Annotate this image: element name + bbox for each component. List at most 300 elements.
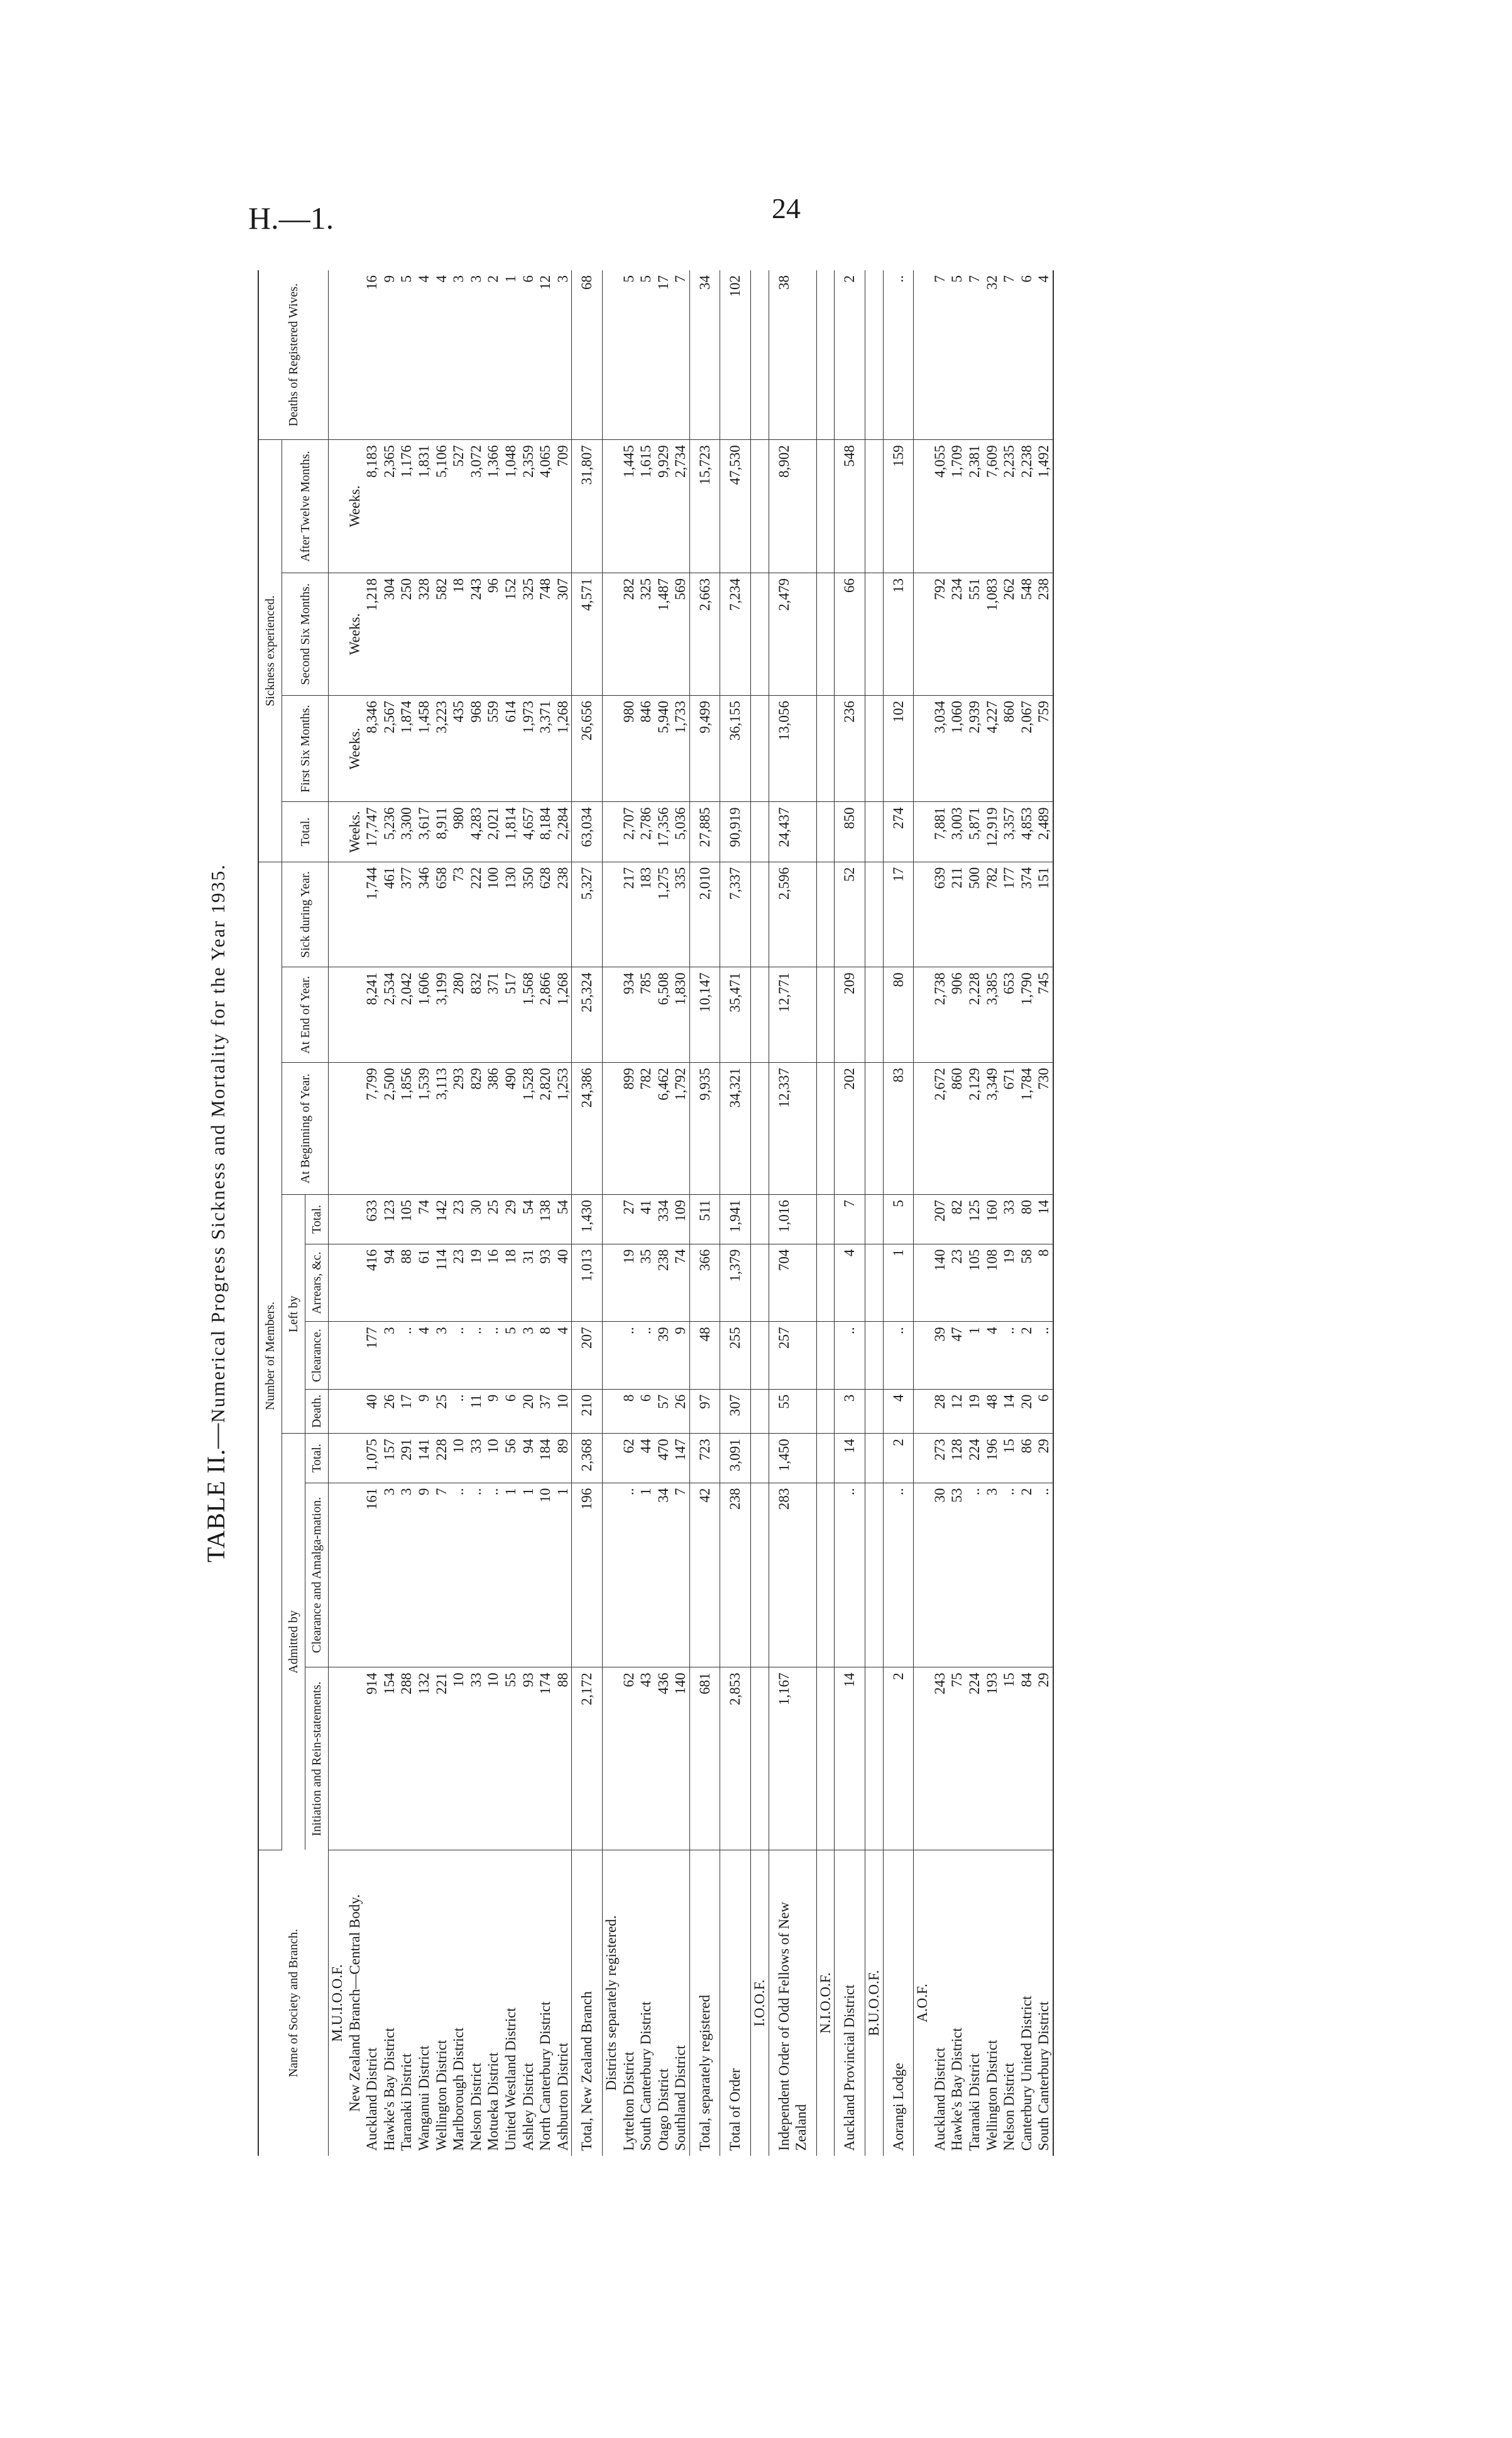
cell-col-3: 10 [485, 1434, 502, 1483]
cell-col-3: 273 [931, 1434, 949, 1483]
cell-col-3: 14 [835, 1434, 865, 1483]
cell-col-1: 93 [520, 1667, 537, 1850]
cell-col-10: 2,596 [769, 862, 816, 967]
cell-col-3: 89 [554, 1434, 572, 1483]
cell-col-7: 25 [485, 1195, 502, 1244]
cell-col-15: 34 [689, 270, 720, 440]
col-arrears: Arrears, &c. [305, 1244, 329, 1322]
cell-col-10: 151 [1035, 862, 1053, 967]
row-label: Wanganui District [415, 2045, 432, 2151]
cell-col-12: 1,060 [948, 695, 966, 802]
cell-col-3: 147 [672, 1434, 689, 1483]
cell-col-6: 8 [1035, 1244, 1053, 1322]
table-row [655, 270, 672, 2156]
cell-col-2: 161 [363, 1483, 381, 1667]
cell-col-3: 2,368 [572, 1434, 603, 1483]
table-row [520, 270, 537, 2156]
cell-col-6: 40 [554, 1244, 572, 1322]
cell-col-7: 123 [381, 1195, 398, 1244]
cell-col-15: 16 [363, 270, 381, 440]
cell-col-13: 2,663 [689, 573, 720, 696]
cell-col-14: 2,734 [672, 440, 689, 573]
cell-col-5: .. [468, 1322, 485, 1389]
cell-col-14: 527 [450, 440, 468, 573]
cell-col-12: 26,656 [572, 695, 603, 802]
row-label: Ashburton District [554, 2043, 571, 2151]
cell-col-8: 12,337 [769, 1063, 816, 1195]
cell-col-13: 569 [672, 573, 689, 696]
cell-col-4: 307 [720, 1389, 751, 1434]
cell-col-8: 782 [637, 1063, 655, 1195]
cell-col-15: 102 [720, 270, 751, 440]
cell-col-2: 2 [1018, 1483, 1036, 1667]
cell-col-5: 5 [502, 1322, 520, 1389]
cell-col-12: 36,155 [720, 695, 751, 802]
cell-col-7: 207 [931, 1195, 949, 1244]
row-label: Marlborough District [451, 2027, 467, 2151]
cell-col-3: 1,075 [363, 1434, 381, 1483]
cell-col-12: 759 [1035, 695, 1053, 802]
cell-col-6: 35 [637, 1244, 655, 1322]
cell-col-3: 44 [637, 1434, 655, 1483]
row-label: Taranaki District [967, 2053, 982, 2151]
cell-col-2: 1 [502, 1483, 520, 1667]
total-row [572, 270, 603, 2156]
cell-col-2: 53 [948, 1483, 966, 1667]
cell-col-9: 785 [637, 967, 655, 1063]
cell-col-1: 243 [931, 1667, 949, 1850]
cell-col-3: 228 [433, 1434, 451, 1483]
cell-col-14: 47,530 [720, 440, 751, 573]
cell-col-14: 709 [554, 440, 572, 573]
cell-col-1: 29 [1035, 1667, 1053, 1850]
cell-col-1: 1,167 [769, 1667, 816, 1850]
cell-col-7: 7 [835, 1195, 865, 1244]
group-heading: I.O.O.F. [752, 1979, 768, 2027]
cell-col-12: 1,874 [398, 695, 415, 802]
cell-col-12: 2,067 [1018, 695, 1036, 802]
cell-col-8: 9,935 [689, 1063, 720, 1195]
cell-col-11: 17,747 [363, 802, 381, 862]
cell-col-1: 2,853 [720, 1667, 751, 1850]
cell-col-9: 934 [620, 967, 638, 1063]
cell-col-6: 1,013 [572, 1244, 603, 1322]
cell-col-2: 30 [931, 1483, 949, 1667]
cell-col-9: 6,508 [655, 967, 672, 1063]
cell-col-14: 9,929 [655, 440, 672, 573]
cell-col-10: 238 [554, 862, 572, 967]
cell-col-3: 157 [381, 1434, 398, 1483]
cell-col-12: 846 [637, 695, 655, 802]
cell-col-5: 3 [433, 1322, 451, 1389]
cell-col-1: 88 [554, 1667, 572, 1850]
cell-col-10: 658 [433, 862, 451, 967]
table-row [468, 270, 485, 2156]
col-second-six: Second Six Months. [282, 573, 329, 696]
cell-col-2: 1 [554, 1483, 572, 1667]
cell-col-14: 159 [883, 440, 914, 573]
cell-col-10: 350 [520, 862, 537, 967]
cell-col-13: 2,479 [769, 573, 816, 696]
cell-col-3: 196 [983, 1434, 1001, 1483]
cell-col-7: 41 [637, 1195, 655, 1244]
cell-col-2: 3 [398, 1483, 415, 1667]
cell-col-13: 307 [554, 573, 572, 696]
cell-col-12: 8,346 [363, 695, 381, 802]
cell-col-6: 16 [485, 1244, 502, 1322]
cell-col-3: 291 [398, 1434, 415, 1483]
cell-col-13: 7,234 [720, 573, 751, 696]
cell-col-13: 282 [620, 573, 638, 696]
cell-col-5: 2 [1018, 1322, 1036, 1389]
cell-col-10: 17 [883, 862, 914, 967]
cell-col-5: .. [620, 1322, 638, 1389]
cell-col-14: 1,492 [1035, 440, 1053, 573]
cell-col-13: 250 [398, 573, 415, 696]
cell-col-9: 3,385 [983, 967, 1001, 1063]
cell-col-10: 7,337 [720, 862, 751, 967]
cell-col-2: 7 [433, 1483, 451, 1667]
cell-col-8: 730 [1035, 1063, 1053, 1195]
cell-col-8: 860 [948, 1063, 966, 1195]
cell-col-4: 11 [468, 1389, 485, 1434]
col-sick-during: Sick during Year. [282, 862, 329, 967]
cell-col-5: .. [485, 1322, 502, 1389]
cell-col-9: 2,042 [398, 967, 415, 1063]
table-row [554, 270, 572, 2156]
cell-col-12: 1,733 [672, 695, 689, 802]
cell-col-1: 62 [620, 1667, 638, 1850]
cell-col-2: 238 [720, 1483, 751, 1667]
row-label: Southland District [672, 2045, 689, 2151]
table-row [1000, 270, 1018, 2156]
cell-col-9: 10,147 [689, 967, 720, 1063]
table-row [948, 270, 966, 2156]
table-row [1018, 270, 1036, 2156]
cell-col-1: 2 [883, 1667, 914, 1850]
cell-col-9: 653 [1000, 967, 1018, 1063]
cell-col-6: 704 [769, 1244, 816, 1322]
cell-col-11: 4,283 [468, 802, 485, 862]
cell-col-4: 12 [948, 1389, 966, 1434]
cell-col-4: 14 [1000, 1389, 1018, 1434]
row-label: Hawke's Bay District [949, 2028, 965, 2151]
cell-col-12: 1,268 [554, 695, 572, 802]
cell-col-1: 193 [983, 1667, 1001, 1850]
cell-col-2: 196 [572, 1483, 603, 1667]
cell-col-5: .. [450, 1322, 468, 1389]
cell-col-2: .. [1000, 1483, 1018, 1667]
cell-col-1: 154 [381, 1667, 398, 1850]
weeks-label: Weeks. [346, 440, 364, 573]
cell-col-8: 2,129 [966, 1063, 983, 1195]
cell-col-15: 6 [520, 270, 537, 440]
row-label: Auckland Provincial District [835, 1850, 865, 2156]
cell-col-5: .. [1000, 1322, 1018, 1389]
cell-col-15: 7 [672, 270, 689, 440]
cell-col-3: 470 [655, 1434, 672, 1483]
cell-col-9: 12,771 [769, 967, 816, 1063]
cell-col-3: 56 [502, 1434, 520, 1483]
col-initiation: Initiation and Rein-statements. [305, 1667, 329, 1850]
cell-col-11: 2,284 [554, 802, 572, 862]
cell-col-4: 57 [655, 1389, 672, 1434]
cell-col-6: 94 [381, 1244, 398, 1322]
cell-col-2: 42 [689, 1483, 720, 1667]
cell-col-8: 1,856 [398, 1063, 415, 1195]
cell-col-4: 28 [931, 1389, 949, 1434]
cell-col-2: 3 [381, 1483, 398, 1667]
cell-col-13: 238 [1035, 573, 1053, 696]
cell-col-5: 8 [537, 1322, 554, 1389]
row-label: Auckland District [364, 2047, 380, 2151]
cell-col-8: 1,253 [554, 1063, 572, 1195]
cell-col-6: 19 [468, 1244, 485, 1322]
cell-col-8: 829 [468, 1063, 485, 1195]
cell-col-1: 140 [672, 1667, 689, 1850]
cell-col-4: 3 [835, 1389, 865, 1434]
cell-col-10: 335 [672, 862, 689, 967]
cell-col-11: 3,003 [948, 802, 966, 862]
cell-col-4: 10 [554, 1389, 572, 1434]
cell-col-10: 73 [450, 862, 468, 967]
cell-col-6: 4 [835, 1244, 865, 1322]
sickness-mortality-table [258, 270, 1054, 2156]
page-number: 24 [772, 192, 801, 224]
cell-col-5: 47 [948, 1322, 966, 1389]
table-row [931, 270, 949, 2156]
cell-col-4: 9 [415, 1389, 433, 1434]
cell-col-14: 2,365 [381, 440, 398, 573]
cell-col-3: 128 [948, 1434, 966, 1483]
cell-col-6: 1,379 [720, 1244, 751, 1322]
cell-col-9: 2,534 [381, 967, 398, 1063]
cell-col-3: 15 [1000, 1434, 1018, 1483]
cell-col-1: 10 [485, 1667, 502, 1850]
document-reference: H.—1. [248, 200, 334, 236]
cell-col-2: 10 [537, 1483, 554, 1667]
cell-col-15: 4 [433, 270, 451, 440]
cell-col-13: 4,571 [572, 573, 603, 696]
group-heading: N.I.O.O.F. [817, 1972, 833, 2034]
cell-col-7: 54 [520, 1195, 537, 1244]
cell-col-15: 4 [415, 270, 433, 440]
cell-col-10: 628 [537, 862, 554, 967]
cell-col-9: 280 [450, 967, 468, 1063]
table-row [769, 270, 816, 2156]
cell-col-13: 325 [637, 573, 655, 696]
cell-col-11: 2,707 [620, 802, 638, 862]
row-label: United Westland District [502, 2007, 518, 2151]
table-row [381, 270, 398, 2156]
cell-col-1: 224 [966, 1667, 983, 1850]
cell-col-6: 366 [689, 1244, 720, 1322]
cell-col-5: 4 [983, 1322, 1001, 1389]
cell-col-14: 2,235 [1000, 440, 1018, 573]
group-heading: M.U.I.O.O.F. [329, 1964, 345, 2042]
cell-col-5: .. [1035, 1322, 1053, 1389]
cell-col-4: 6 [1035, 1389, 1053, 1434]
cell-col-3: 29 [1035, 1434, 1053, 1483]
cell-col-4: 19 [966, 1389, 983, 1434]
cell-col-12: 614 [502, 695, 520, 802]
cell-col-13: 748 [537, 573, 554, 696]
cell-col-13: 234 [948, 573, 966, 696]
cell-col-6: 1 [883, 1244, 914, 1322]
cell-col-5: 4 [415, 1322, 433, 1389]
cell-col-11: 2,786 [637, 802, 655, 862]
cell-col-1: 174 [537, 1667, 554, 1850]
cell-col-14: 4,055 [931, 440, 949, 573]
cell-col-11: 8,184 [537, 802, 554, 862]
cell-col-6: 114 [433, 1244, 451, 1322]
table-row [966, 270, 983, 2156]
title-main: TABLE II.— [202, 1422, 230, 1563]
cell-col-1: 132 [415, 1667, 433, 1850]
cell-col-12: 236 [835, 695, 865, 802]
cell-col-1: 221 [433, 1667, 451, 1850]
cell-col-13: 325 [520, 573, 537, 696]
cell-col-14: 15,723 [689, 440, 720, 573]
cell-col-12: 4,227 [983, 695, 1001, 802]
cell-col-4: 40 [363, 1389, 381, 1434]
cell-col-4: 26 [672, 1389, 689, 1434]
cell-col-15: 17 [655, 270, 672, 440]
cell-col-15: 5 [620, 270, 638, 440]
cell-col-4: 37 [537, 1389, 554, 1434]
cell-col-7: 74 [415, 1195, 433, 1244]
cell-col-12: 559 [485, 695, 502, 802]
cell-col-8: 3,349 [983, 1063, 1001, 1195]
cell-col-10: 183 [637, 862, 655, 967]
cell-col-14: 1,615 [637, 440, 655, 573]
cell-col-11: 5,236 [381, 802, 398, 862]
cell-col-11: 12,919 [983, 802, 1001, 862]
table-row [835, 270, 865, 2156]
cell-col-13: 152 [502, 573, 520, 696]
cell-col-5: 39 [931, 1322, 949, 1389]
col-left-by: Left by [282, 1195, 305, 1434]
cell-col-1: 14 [835, 1667, 865, 1850]
row-label: Ashley District [520, 2063, 536, 2151]
cell-col-7: 334 [655, 1195, 672, 1244]
table-row [537, 270, 554, 2156]
cell-col-13: 792 [931, 573, 949, 696]
rotated-table-area [182, 270, 1439, 2156]
row-label: Taranaki District [398, 2053, 415, 2151]
cell-col-14: 1,366 [485, 440, 502, 573]
cell-col-13: 96 [485, 573, 502, 696]
cell-col-5: 255 [720, 1322, 751, 1389]
cell-col-9: 1,568 [520, 967, 537, 1063]
total-row [720, 270, 751, 2156]
cell-col-9: 832 [468, 967, 485, 1063]
cell-col-8: 1,539 [415, 1063, 433, 1195]
cell-col-10: 222 [468, 862, 485, 967]
cell-col-8: 2,672 [931, 1063, 949, 1195]
cell-col-3: 33 [468, 1434, 485, 1483]
cell-col-10: 1,275 [655, 862, 672, 967]
cell-col-5: .. [398, 1322, 415, 1389]
row-label: Auckland District [931, 2047, 948, 2151]
cell-col-9: 2,228 [966, 967, 983, 1063]
cell-col-6: 23 [450, 1244, 468, 1322]
cell-col-2: 1 [520, 1483, 537, 1667]
cell-col-12: 968 [468, 695, 485, 802]
cell-col-4: 20 [1018, 1389, 1036, 1434]
cell-col-11: 90,919 [720, 802, 751, 862]
cell-col-6: 105 [966, 1244, 983, 1322]
row-label: Nelson District [1001, 2063, 1017, 2151]
cell-col-11: 3,617 [415, 802, 433, 862]
row-label: Otago District [655, 2068, 671, 2151]
col-death: Death. [305, 1389, 329, 1434]
cell-col-3: 86 [1018, 1434, 1036, 1483]
cell-col-15: .. [883, 270, 914, 440]
cell-col-7: 33 [1000, 1195, 1018, 1244]
cell-col-3: 94 [520, 1434, 537, 1483]
table-row [672, 270, 689, 2156]
cell-col-1: 33 [468, 1667, 485, 1850]
cell-col-8: 490 [502, 1063, 520, 1195]
col-beginning: At Beginning of Year. [282, 1063, 329, 1195]
cell-col-12: 3,223 [433, 695, 451, 802]
cell-col-14: 4,065 [537, 440, 554, 573]
cell-col-11: 3,300 [398, 802, 415, 862]
cell-col-8: 899 [620, 1063, 638, 1195]
cell-col-8: 3,113 [433, 1063, 451, 1195]
cell-col-5: .. [883, 1322, 914, 1389]
cell-col-6: 31 [520, 1244, 537, 1322]
cell-col-11: 3,357 [1000, 802, 1018, 862]
cell-col-11: 8,911 [433, 802, 451, 862]
cell-col-8: 34,321 [720, 1063, 751, 1195]
cell-col-13: 548 [1018, 573, 1036, 696]
cell-col-7: 80 [1018, 1195, 1036, 1244]
cell-col-10: 100 [485, 862, 502, 967]
cell-col-5: 177 [363, 1322, 381, 1389]
cell-col-12: 435 [450, 695, 468, 802]
cell-col-9: 1,790 [1018, 967, 1036, 1063]
cell-col-14: 8,902 [769, 440, 816, 573]
cell-col-15: 68 [572, 270, 603, 440]
cell-col-2: 34 [655, 1483, 672, 1667]
cell-col-5: 207 [572, 1322, 603, 1389]
subgroup-heading: New Zealand Branch—Central Body. [346, 1894, 363, 2112]
row-label: Motueka District [485, 2052, 501, 2151]
col-clearance-amalgamation: Clearance and Amalga-mation. [305, 1483, 329, 1667]
cell-col-9: 8,241 [363, 967, 381, 1063]
cell-col-4: 8 [620, 1389, 638, 1434]
cell-col-12: 3,034 [931, 695, 949, 802]
group-heading: B.U.O.O.F. [866, 1970, 882, 2036]
cell-col-6: 18 [502, 1244, 520, 1322]
cell-col-9: 2,738 [931, 967, 949, 1063]
cell-col-3: 141 [415, 1434, 433, 1483]
cell-col-6: 108 [983, 1244, 1001, 1322]
cell-col-7: 633 [363, 1195, 381, 1244]
cell-col-15: 5 [948, 270, 966, 440]
cell-col-2: 3 [983, 1483, 1001, 1667]
cell-col-12: 860 [1000, 695, 1018, 802]
cell-col-12: 1,458 [415, 695, 433, 802]
row-label: Total, New Zealand Branch [572, 1850, 603, 2156]
cell-col-11: 980 [450, 802, 468, 862]
cell-col-6: 74 [672, 1244, 689, 1322]
cell-col-10: 461 [381, 862, 398, 967]
cell-col-14: 7,609 [983, 440, 1001, 573]
table-row [637, 270, 655, 2156]
